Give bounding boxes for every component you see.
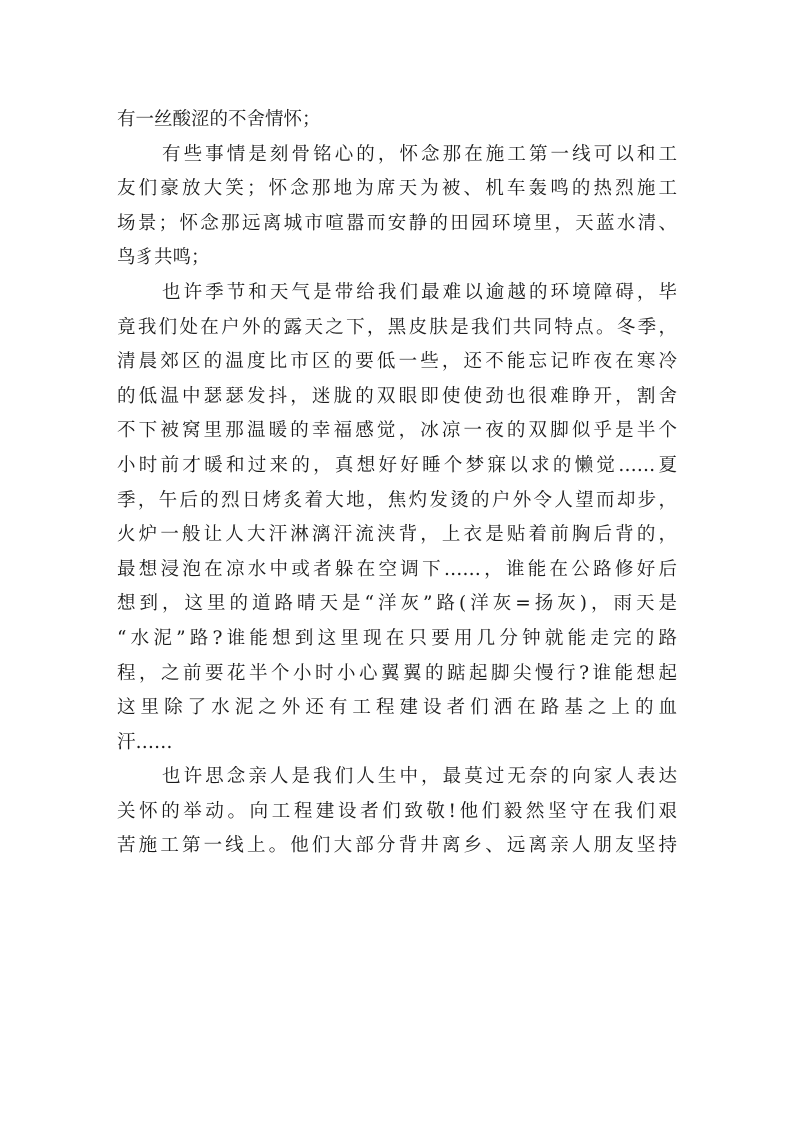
paragraph-first-line: 也许思念亲人是我们人生中，最莫过无奈的向家人表达 [162,766,677,788]
text-line: 季，午后的烈日烤炙着大地，焦灼发烫的户外令人望而却步， [117,489,677,511]
text-line: 鸟豸共鸣； [117,247,210,269]
text-line: 有一丝酸涩的不舍情怀； [117,109,321,130]
text-line: 竟我们处在户外的露天之下，黑皮肤是我们共同特点。冬季， [117,316,677,338]
paragraph-first-line: 也许季节和天气是带给我们最难以逾越的环境障碍，毕 [162,281,677,303]
text-line: 程，之前要花半个小时小心翼翼的踮起脚尖慢行?谁能想起 [117,662,677,684]
text-line: 场景；怀念那远离城市喧嚣而安静的田园环境里，天蓝水清、 [117,212,677,234]
text-line: 最想浸泡在凉水中或者躲在空调下……，谁能在公路修好后 [117,558,677,580]
text-line: 想到，这里的道路晴天是“洋灰”路(洋灰=扬灰)，雨天是 [117,593,677,615]
text-line: 不下被窝里那温暖的幸福感觉，冰凉一夜的双脚似乎是半个 [117,420,677,442]
text-line: 火炉一般让人大汗淋漓汗流浃背，上衣是贴着前胸后背的， [117,524,677,546]
text-line: 关怀的举动。向工程建设者们致敬!他们毅然坚守在我们艰 [117,800,677,822]
text-line: 这里除了水泥之外还有工程建设者们洒在路基之上的血 [117,697,677,719]
text-line: 的低温中瑟瑟发抖，迷胧的双眼即使使劲也很难睁开，割舍 [117,385,677,407]
text-line: 汗…… [117,731,173,753]
text-line: 清晨郊区的温度比市区的要低一些，还不能忘记昨夜在寒冷 [117,351,677,373]
text-line: 小时前才暖和过来的，真想好好睡个梦寐以求的懒觉……夏 [117,454,677,476]
text-line: “水泥”路?谁能想到这里现在只要用几分钟就能走完的路 [117,627,677,649]
text-line: 友们豪放大笑；怀念那地为席天为被、机车轰鸣的热烈施工 [117,178,677,200]
document-body [117,103,677,864]
paragraph-first-line: 有些事情是刻骨铭心的，怀念那在施工第一线可以和工 [162,143,677,165]
text-line: 苦施工第一线上。他们大部分背井离乡、远离亲人朋友坚持 [117,835,677,857]
